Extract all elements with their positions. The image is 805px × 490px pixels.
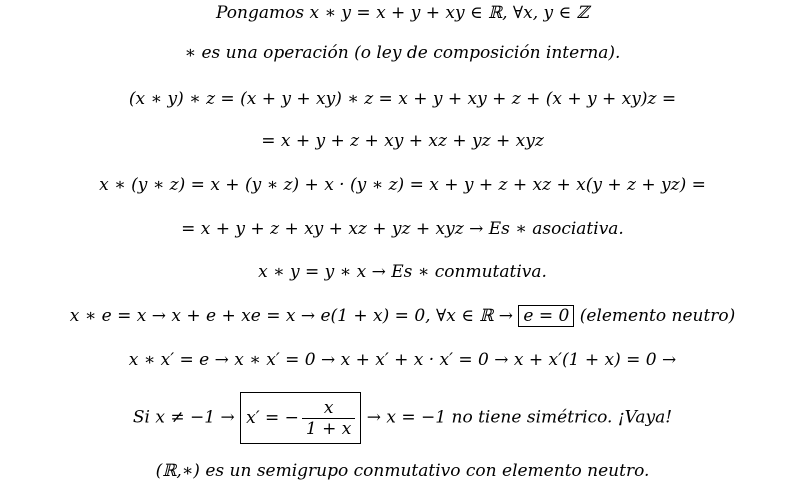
associativity-right-expansion: x ∗ (y ∗ z) = x + (y ∗ z) + x · (y ∗ z) = x + y + z + xz + x(y + z + yz) = (99, 175, 706, 195)
operation-statement: ∗ es una operación (o ley de composición interna). (184, 43, 621, 63)
commutativity-line: x ∗ y = y ∗ x → Es ∗ conmutativa. (258, 262, 547, 282)
definition-line: Pongamos x ∗ y = x + y + xy ∈ ℝ, ∀x, y ∈ ℤ (216, 3, 589, 23)
fraction-denominator: 1 + x (302, 418, 355, 439)
associativity-left-expansion: (x ∗ y) ∗ z = (x + y + xy) ∗ z = x + y + xy + z + (x + y + xy)z = (128, 89, 677, 109)
neutral-element-line (0, 305, 805, 327)
inverse-remark: → x = −1 no tiene simétrico. ¡Vaya! (366, 407, 673, 428)
inverse-element-line (0, 392, 805, 440)
inverse-fraction (302, 398, 355, 439)
inverse-lhs: x′ = − (246, 408, 299, 428)
fraction-numerator: x (323, 397, 334, 418)
inverse-condition: Si x ≠ −1 → (132, 407, 235, 428)
associativity-left-result: = x + y + z + xy + xz + yz + xyz (261, 131, 544, 151)
neutral-element-box: e = 0 (518, 305, 574, 327)
neutral-label: (elemento neutro) (579, 306, 736, 326)
neutral-derivation: x ∗ e = x → x + e + xe = x → e(1 + x) = 0, ∀x ∈ ℝ → (69, 306, 513, 326)
conclusion-line: (ℝ,∗) es un semigrupo conmutativo con elemento neutro. (155, 461, 650, 481)
associativity-conclusion: = x + y + z + xy + xz + yz + xyz → Es ∗ asociativa. (181, 219, 624, 239)
inverse-derivation-line: x ∗ x′ = e → x ∗ x′ = 0 → x + x′ + x · x′ = 0 → x + x′(1 + x) = 0 → (128, 350, 677, 370)
inverse-formula-box (240, 392, 361, 444)
